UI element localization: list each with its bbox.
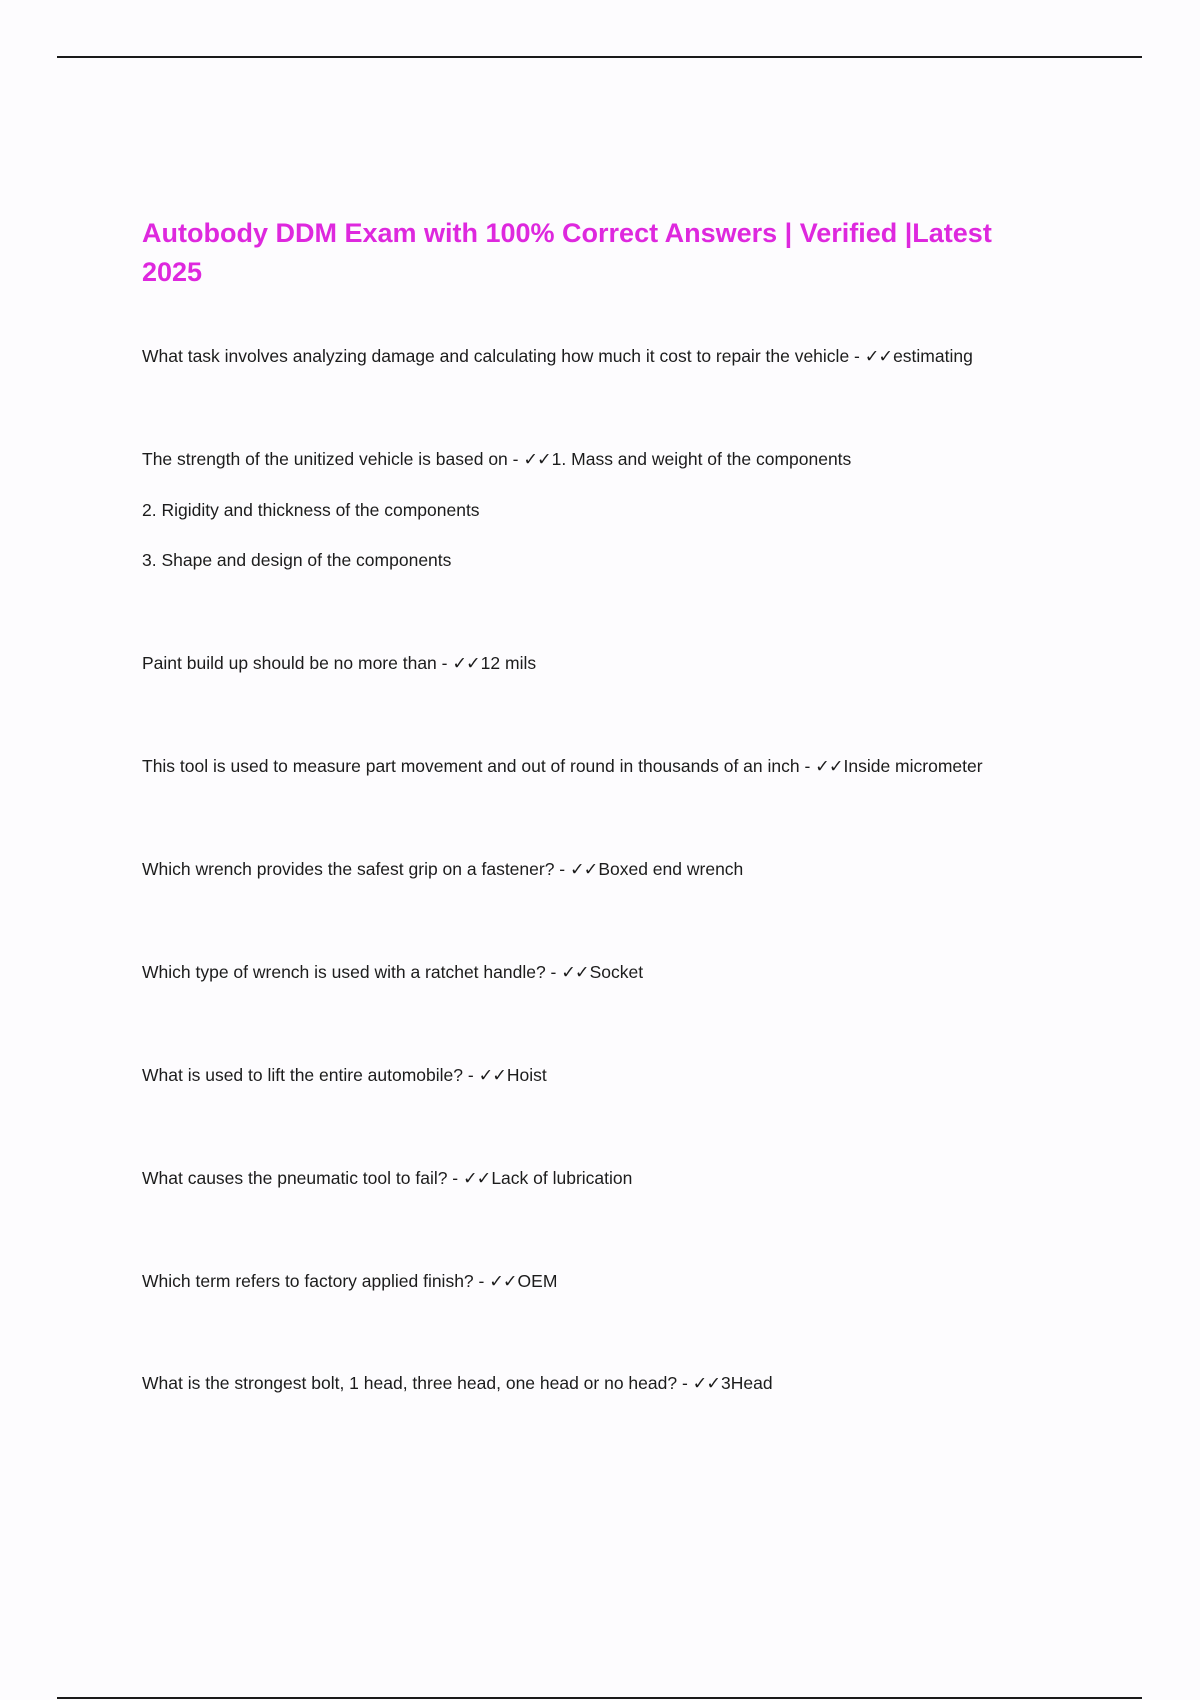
double-check-icon: ✓✓: [478, 1065, 506, 1085]
qa-item: [142, 1166, 632, 1190]
bottom-rule: [57, 1697, 1142, 1699]
answer-continuation: 3. Shape and design of the components: [142, 550, 452, 570]
top-rule: [57, 56, 1142, 58]
answer-text: estimating: [893, 346, 973, 366]
double-check-icon: ✓✓: [452, 653, 480, 673]
double-check-icon: ✓✓: [561, 962, 589, 982]
double-check-icon: ✓✓: [523, 449, 551, 469]
question-text: What is used to lift the entire automobile? -: [142, 1065, 479, 1085]
qa-item: [142, 344, 973, 368]
question-text: This tool is used to measure part movement and out of round in thousands of an inch -: [142, 756, 816, 776]
question-text: The strength of the unitized vehicle is based on -: [142, 449, 524, 469]
qa-item: [142, 1063, 547, 1087]
answer-text: Inside micrometer: [843, 756, 983, 776]
qa-item: [142, 960, 643, 984]
answer-text: Lack of lubrication: [491, 1168, 633, 1188]
double-check-icon: ✓✓: [864, 346, 893, 366]
answer-text: OEM: [517, 1271, 558, 1291]
answer-text: 3Head: [720, 1373, 773, 1393]
double-check-icon: ✓✓: [815, 756, 843, 776]
qa-item: [142, 857, 743, 881]
question-text: Which type of wrench is used with a ratchet handle? -: [142, 962, 562, 982]
question-text: What task involves analyzing damage and calculating how much it cost to repair the vehicle -: [142, 346, 865, 366]
question-text: Paint build up should be no more than -: [142, 653, 453, 673]
double-check-icon: ✓✓: [463, 1168, 491, 1188]
answer-continuation: 2. Rigidity and thickness of the components: [142, 500, 480, 520]
qa-item: [142, 1371, 773, 1395]
document-title: Autobody DDM Exam with 100% Correct Answers | Verified |Latest 2025: [142, 218, 992, 287]
answer-text: Boxed end wrench: [598, 859, 744, 879]
answer-text: 12 mils: [480, 653, 537, 673]
question-text: What causes the pneumatic tool to fail? -: [142, 1168, 463, 1188]
double-check-icon: ✓✓: [570, 859, 598, 879]
qa-item: [142, 754, 983, 778]
qa-item: [142, 651, 536, 675]
qa-item: [142, 447, 851, 471]
double-check-icon: ✓✓: [489, 1271, 517, 1291]
qa-item: [142, 1269, 557, 1293]
question-text: What is the strongest bolt, 1 head, three head, one head or no head? -: [142, 1373, 693, 1393]
answer-text: Socket: [589, 962, 644, 982]
answer-text: Hoist: [506, 1065, 547, 1085]
question-text: Which wrench provides the safest grip on a fastener? -: [142, 859, 570, 879]
question-text: Which term refers to factory applied finish? -: [142, 1271, 490, 1291]
answer-text: 1. Mass and weight of the components: [551, 449, 852, 469]
double-check-icon: ✓✓: [692, 1373, 720, 1393]
